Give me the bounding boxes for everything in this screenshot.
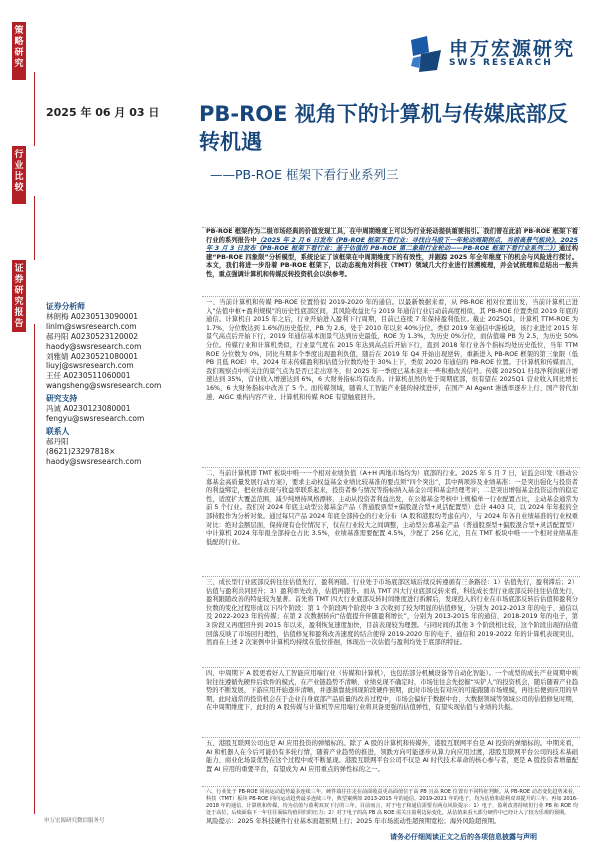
contact-heading: 联系人 xyxy=(46,426,70,436)
sidebar-divider xyxy=(34,72,35,146)
wechat-label: 申万宏源研究微信服务号 xyxy=(44,818,105,824)
analyst-line: 王任 A0230511060001 xyxy=(46,371,131,381)
section-divider xyxy=(202,296,580,297)
report-date: 2025 年 06 月 03 日 xyxy=(46,106,160,119)
left-sidebar xyxy=(0,0,34,841)
contact-line: 郝丹阳 xyxy=(46,436,69,446)
section-divider xyxy=(202,737,580,738)
body-paragraph-4: 四、中周期下 A 股更看好人工智能应用端行业（传媒和计算机），也包括部分机械设备等自动化智能）。一个成型的成长产业周期中映射往往遵循先硬件后软件的模式，在产业链趋势不清晰、业绩兑现不确定时，市场往往会先挖掘“实铲人”的投资机会，随后随着产业趋势的不断发展，下游应用开始逐步清晰，并逐渐靠拢到现阶段硬件预期，此时市场也有对应的可能跟随市场规模，再往后便到应用的早期，此时通常的投资机会在于企业自身底部产品质量的改善过程中，市场会偏好于数据中台、大数据领域等领域公司的估值修复时期，在中周期维度下，此时的 A 股传媒与计算机等应用端行业将具备更强的估值弹性，有望实现估值与业绩的共振。 xyxy=(206,670,578,712)
company-logo xyxy=(407,34,577,76)
category-tag-strategy: 策略研究 xyxy=(12,22,26,80)
contact-line: (8621)23297818× xyxy=(46,446,116,456)
category-tag-report-type: 证券研究报告 xyxy=(12,260,26,332)
analyst-line: wangsheng@swsresearch.com xyxy=(46,381,162,391)
support-line: 冯诚 A0230123080001 xyxy=(46,404,131,414)
disclaimer-footer: 请务必仔细阅读正文之后的各项信息披露与声明 xyxy=(390,833,537,841)
body-paragraph-5: 五、港股互联网公司也是 AI 应用投资的弹缩标的。除了 A 股的计算机和传媒外，港股互联网平台是 AI 投资的弹缩标的。中期来看，AI 和机器人在今后可能仍有多轮行情，随着产业趋势的推进，领跌方向可能逐步从算力向应用过渡，港股互联网平台公司的技术基础能力、商业化场景优势在这个过程中或不断显现。港股互联网平台公司不仅是 AI 时代技术革命的核心参与者，更是 A 股投资者增量配置 AI 应用的重要平台，有望成为 AI 应用重点的弹性标的之一。 xyxy=(206,740,578,773)
section-divider xyxy=(202,786,580,787)
body-paragraph-2: 二、当前计算机即 TMT 板块中唯一一个相对业绩负值（A+H 两地市场均为）底部的行业。2025 年 5 月 7 日，证监会印发《推动公募基金高质量发展行动方案》，要求主动权益基金业绩比较基准的要点须“四个突出”，其中两项涉及业绩基准：一是突出强化与投资者的利益绑定，把业绩表现与收益率联系起来，投资者参与情况等指标纳入基金公司和基金经理考评；二是突出增强基金投资运作的稳定性，适度扩大覆盖范围，减少纯增持风格漂移，主动从投资者利益出发，在公募基金考核中上规模单一行业配置占比，主动基金通常为前 5 个行业。我们对 2024 年底主动型公募基金产品（普通股票型+偏股混合型+灵活配置型）总计 4403 只，以 2024 年年报的全部持股作为分析对象。通过每只产品 2024 年底全部持仓的行业分布（A 股和港股均考虑在内），与 2024 年各自业绩基准的行业权重对比：绝对金额层面，保持现有仓位情况下，仅在行业较大之间调整，主动型公募基金产品（普通股票型+偏股混合型+灵活配置型）中计算机 2024 年年报全部持仓占比 3.5%，业绩基准需要配置 4.5%，少配了 256 亿元，且在 TMT 板块中唯一一个相对业绩基准低配的行业。 xyxy=(206,470,578,546)
analyst-line: 林朗梅 A0230513090001 xyxy=(46,311,139,321)
analyst-panel xyxy=(46,302,196,467)
analysts-heading: 证券分析师 xyxy=(46,302,85,311)
report-title: PB-ROE 视角下的计算机与传媒底部反转机遇 xyxy=(199,102,568,154)
contact-line: haody@swsresearch.com xyxy=(46,456,142,466)
body-paragraph-6: 六、行业处于 PB-ROE 同向运动趋势最多连续三年，硬件端往往走在前面收益更高面值位于高 PB 且高 ROE 位置有不同特征判断。从 PB-ROE 动态变化趋势来看，科技（TMT）板块 PB-ROE 同向运动趋势最多连续三年，典型案例如 2013-2015 年的通信、2019-2021 年的电子，均为估值和盈利双双提升的三年。再如 2016-2018 年的通信、计算机和传媒，均为估值与盈利双双下行的三年。目前而言，对于电子和通信需要有两点风险提示：1）电子，盈利改善持续但行业 PB 和 ROE 均处于高位，后续面临下一年往往面临均值回归的压力；2）对于电子的高 PB 高 ROE 需关注盈利边际变化，从估值来看大部分硬件中已经计入了较为乐观的预期。 xyxy=(206,789,578,816)
report-subtitle: ——PB-ROE 框架下看行业系列三 xyxy=(210,167,399,182)
logo-mark-icon xyxy=(407,34,445,74)
body-paragraph-1: 一、当前计算机和传媒 PB-ROE 位置恰似 2019-2020 年的通信。以最新数据来看，从 PB-ROE 相对位置出发，当前计算机已进入“估值中枢+盈利规模”的历史性底部区间，其风险收益比与 2019 年通信行业启动前高度相似，其 PB-ROE 位置类似 2019 年底的通信。计算机自 2015 年之后，行业开始进入盈利下行周期，目前已连续 7 年保持盈利低位。截止 2025Q1，计算机 TTM-ROE 为 1.7%，分位数达到 1.6%的历史低位，PB 为 2.6，处于 2010 年以来 40%分位。类似 2019 年通信中游板块，该行业进过 2015 年景气高点后开始下行，2019 年通信基本面景气达到历史最低，ROE 为 1.3%，为历史 0%分位，而估值端 PB 为 2.5，为历史 50%分位。传媒行业和计算机类似，行业景气度在 2015 年达到高点后开始下行，直到 2018 年行业各个指标均处历史低位，当年 TTM ROE 分位数为 0%，同比当期多个季度出现盈利负值，随后在 2019 年 Q4 开始出现逆转，重新进入 PB-ROE 框架的第三象限（低 PB 且低 ROE）中。2024 年末传媒盈利和估值分位数均处于 30%上下，类似 2020 年通信的 PB-ROE 位置。于计算机和传媒而言，我们观察点中所关注的景气点为是否已走出寒冬，但 2025 年一季度已基本迎来一些积极改善信号。传媒 2025Q1 归母净利润累计增速达到 35%，营业收入增速达到 6%，6 大财务指标均有改善。计算机虽然仍处于周期底部，但有望在 2025Q1 营业收入同比增长 16%，6 大财务指标中改善了 5 个。而传媒领域，随着人工智能产业链的持续进步，在国产 AI Agent 渗透率逐步上行、国产替代加速、AIGC 重构内容产业、计算机和传媒 ROE 有望触底回升。 xyxy=(206,299,578,401)
logo-english-name: SWS RESEARCH xyxy=(449,58,553,68)
risk-warning: 风险提示：2025 年科技硬件行业基本面超预期上行；2025 年市场流动性超预期宽松；海外风险超预期。 xyxy=(206,818,501,825)
analyst-line: haody@swsresearch.com xyxy=(46,341,142,351)
sidebar-divider xyxy=(34,196,35,260)
analyst-line: liuyj@swsresearch.com xyxy=(46,361,134,371)
body-paragraph-3: 三、成长型行业底部反转往往估值先行，盈利再随。行业处于市场底部区域后续反转遵循有三条路径：1）估值先行，盈利滞后；2）估值与盈利共同回升；3）盈利率先改善，估值再跟升。而从 TMT 四大行业底部反转来看，科技成长型行业底部反转往往估值先行，盈利跟随改善的特征较为显著。首先将 TMT 四大行业底部反转时间维度进行拆解后，发现投入的行业在市场底部反转后估值和盈利分位数的变化过程形成以下四个阶段：第 1 个阶段两个阶段中 3 次收到了较为明显的估值修复，分别为 2012-2013 年的电子、通信以及 2022-2023 年的传媒；在第 2 次数据转向“估值提升伴随盈利增长”，分别为 2013-2015 年的通信、2018-2019 年的电子，第 3 阶段又再度回升到 2015 年以来，盈利恢复速度加快，目前表现较为理想。与同时间的其他 3 个阶段相比较，这个阶段出现的估值回落反映了市场回归理性，估值修复和盈利改善速度的结合使得 2019-2020 年的电子、通信和 2019-2022 年的计算机表现突出，然而在上述 2 次案例中计算机均持续在低位徘徊，体现出一次估值与盈利均处于底部的特征。 xyxy=(206,579,578,647)
summary-rest-text: 通过构建“PB-ROE 四象限”分析模型，系统论证了该框架在中周期维度下的有效性，并跟踪 2025 年全年维度下的机会与风险进行探讨。本文，我们将进一步沿着 PB-ROE 框架下，以动态视角对科技（TMT）领域几大行业进行回溯梳理，并会试统理和总结出一般共性，重点强调计算机和传媒反转投资机会以供参考。 xyxy=(206,245,579,278)
category-tag-industry: 行业比较 xyxy=(12,146,26,204)
support-heading: 研究支持 xyxy=(46,394,78,404)
section-divider xyxy=(202,667,580,668)
summary-paragraph xyxy=(206,228,578,280)
analyst-line: 刘雅婧 A0230521080001 xyxy=(46,351,139,361)
summary-report-link[interactable]: （2025 年 2 月 6 日发布《PB-ROE 框架下看行业：寻找白马股下一年轮动周期拐点，当前高景气板块》，2025 年 3 月 3 日发布《PB-ROE 框架下看行业：基于估值的 PB-ROE 第二象限行业轮动——PB-ROE 框架下看行业系列二》） xyxy=(206,236,578,253)
summary-bold-text: PB-ROE 框架作为二级市场经典的价值发现工具，在中周期维度上可以为行业轮动提供重要指引。我们曾在此前 PB-ROE 框架下看行业的系列报告中 xyxy=(206,228,578,244)
sidebar-divider xyxy=(34,324,35,814)
logo-chinese-name: 申万宏源研究 xyxy=(449,38,576,60)
analyst-line: linlm@swsresearch.com xyxy=(46,321,137,331)
analyst-line: 郝丹阳 A0230523120002 xyxy=(46,331,139,341)
support-line: fengyu@swsresearch.com xyxy=(46,413,145,423)
section-divider xyxy=(202,467,580,468)
section-divider xyxy=(202,576,580,577)
